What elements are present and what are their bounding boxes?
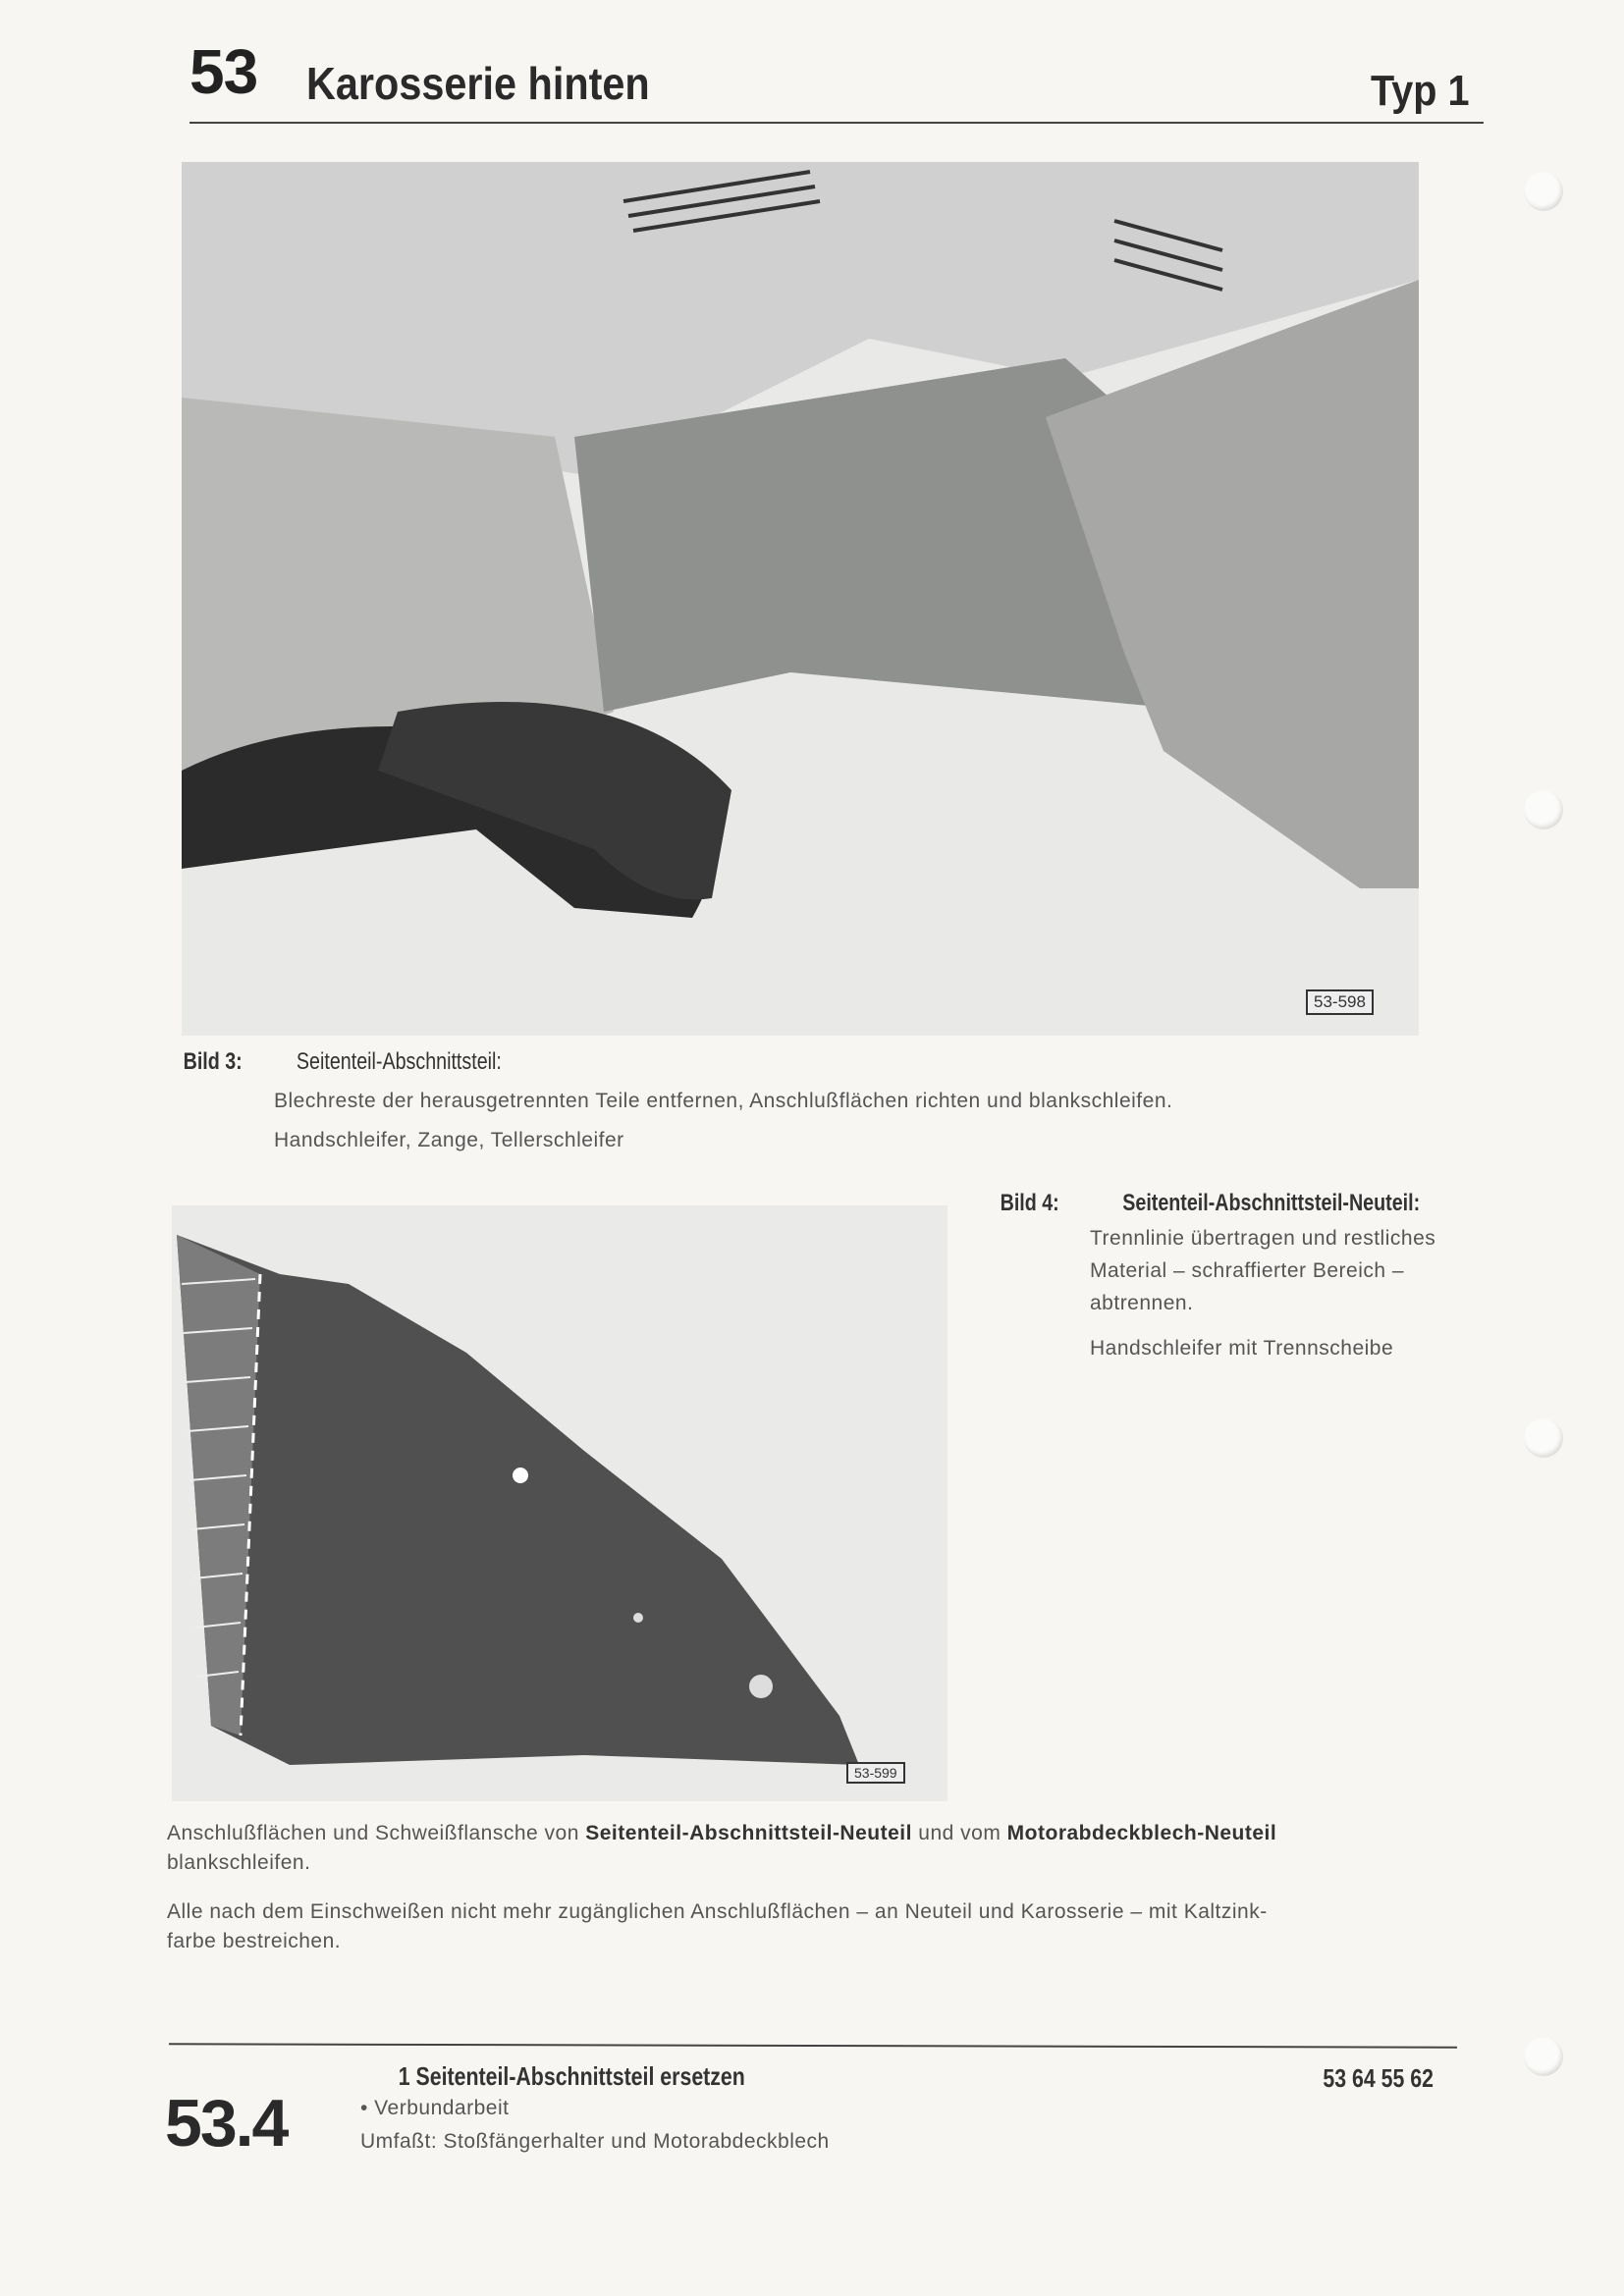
chapter-title: Karosserie hinten [306, 58, 650, 109]
body-paragraph-1-end: blankschleifen. [167, 1851, 311, 1874]
body-paragraph-1: Anschlußflächen und Schweißflansche von Seitenteil-Abschnittsteil-Neuteil und vom Motorabdeckblech-Neuteil [167, 1822, 1277, 1844]
bild-3-text: Blechreste der herausgetrennten Teile entfernen, Anschlußflächen richten und blankschleifen. [274, 1090, 1173, 1112]
footer-includes: Umfaßt: Stoßfängerhalter und Motorabdeckblech [360, 2130, 830, 2153]
chapter-number: 53 [189, 36, 258, 107]
vehicle-type: Typ 1 [1371, 67, 1470, 115]
punch-hole [1524, 172, 1563, 211]
bild-4-text-line-3: abtrennen. [1090, 1292, 1194, 1314]
photo-bild-4 [172, 1205, 947, 1801]
bild-3-tools: Handschleifer, Zange, Tellerschleifer [274, 1129, 624, 1151]
operation-code: 53 64 55 62 [1323, 2063, 1434, 2093]
bild-4-text-line-1: Trennlinie übertragen und restliches [1090, 1227, 1436, 1250]
punch-hole [1524, 2037, 1563, 2076]
bild-4-tools: Handschleifer mit Trennscheibe [1090, 1337, 1394, 1360]
section-number: 53.4 [165, 2086, 288, 2161]
bild-4-title: Seitenteil-Abschnittsteil-Neuteil: [1122, 1190, 1421, 1216]
footer-bullet: • Verbundarbeit [360, 2097, 510, 2119]
side-panel-part-photo [172, 1205, 947, 1801]
photo-bild-3 [182, 162, 1419, 1036]
punch-hole [1524, 1418, 1563, 1458]
footer-title: 1 Seitenteil-Abschnittsteil ersetzen [398, 2061, 745, 2091]
photo-label-53-599: 53-599 [846, 1762, 905, 1784]
bild-3-title: Seitenteil-Abschnittsteil: [296, 1048, 502, 1075]
car-body-rear-photo [182, 162, 1419, 1036]
body-paragraph-2-line-2: farbe bestreichen. [167, 1930, 342, 1952]
header-rule [189, 122, 1484, 124]
bild-4-text-line-2: Material – schraffierter Bereich – [1090, 1259, 1405, 1282]
bild-3-label: Bild 3: [183, 1048, 243, 1075]
bild-4-label: Bild 4: [1000, 1190, 1059, 1216]
photo-label-53-598: 53-598 [1306, 989, 1374, 1015]
footer-rule [169, 2043, 1457, 2048]
punch-hole [1524, 790, 1563, 829]
body-paragraph-2-line-1: Alle nach dem Einschweißen nicht mehr zugänglichen Anschlußflächen – an Neuteil und Karosserie – mit Kaltzink- [167, 1900, 1268, 1923]
